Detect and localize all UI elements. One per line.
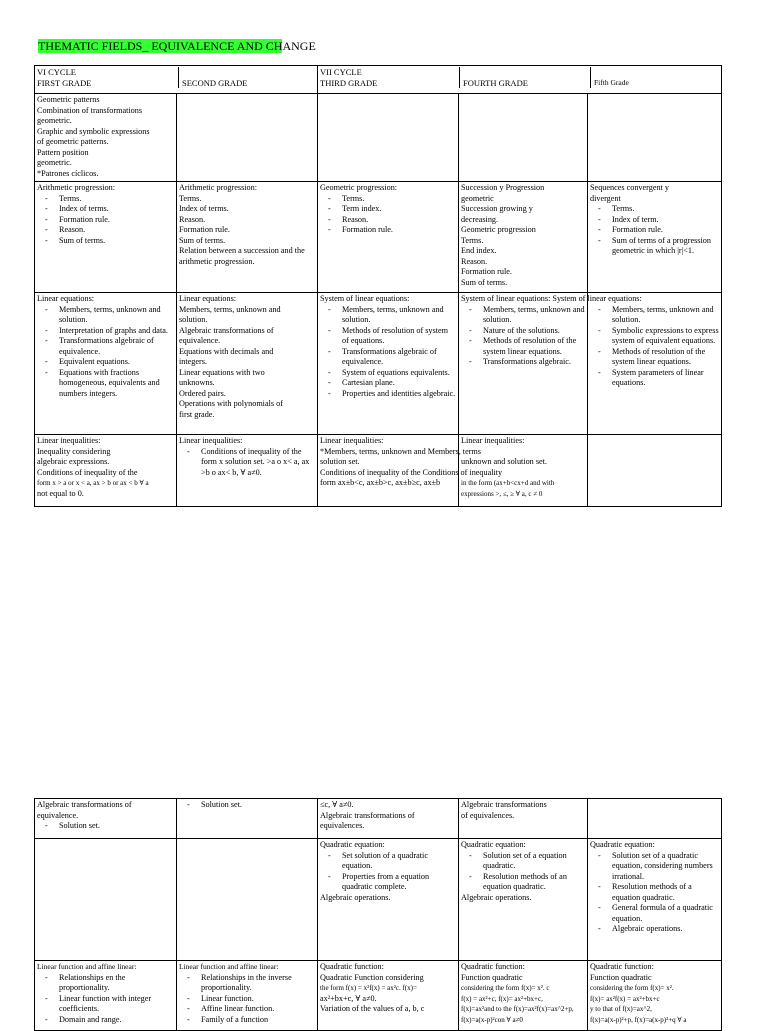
functions-grade4: Quadratic function: Function quadratic considering the form f(x)= x². c f(x) = ax²+c, f(x)= ax²+bx+c, f(x)=ax²and to the f(x)=ax²f(x)=ax^2+p, f(x)=a(x-p)²con ∀ a≠0: [459, 961, 588, 1031]
equations-grade2: Linear equations: Members, terms, unknown and solution. Algebraic transformations of equivalence. Equations with decimals and integers. Linear equations with two unknowns. Ordered pairs. Operations with polynomials of first grade.: [177, 293, 318, 435]
progressions-grade4: Succession y Progression geometric Succession growing y decreasing. Geometric progression Terms. End index. Reason. Formation rule. Sum of terms.: [459, 182, 588, 293]
functions-grade1: Linear function and affine linear: - Relationships en the proportionality. - Linear function with integer coefficients. - Domain and range.: [35, 961, 177, 1031]
title-highlighted: THEMATIC FIELDS_ EQUIVALENCE AND CH: [38, 39, 283, 53]
patterns-grade4: [459, 94, 588, 182]
row-quadratic-equation: [35, 839, 722, 961]
row-progressions: [35, 182, 722, 293]
equations-grade5: - Members, terms, unknown and solution. - Symbolic expressions to express system of equivalent equations. - Methods of resolution of the system linear equations. - System parameters of linear equations.: [588, 293, 722, 435]
functions-grade3: Quadratic function: Quadratic Function considering the form f(x) = x²f(x) = ax²c. f(x)= ax²+bx+c, ∀ a≠0. Variation of the values of a, b, c: [318, 961, 459, 1031]
quadratic-eq-grade3: Quadratic equation: - Set solution of a quadratic equation. - Properties from a equation quadratic complete. Algebraic operations.: [318, 839, 459, 961]
patterns-grade2: [177, 94, 318, 182]
patterns-grade3: [318, 94, 459, 182]
progressions-grade5: Sequences convergent y divergent - Terms. - Index of term. - Formation rule. - Sum of terms of a progression geometric in which |r|<1.: [588, 182, 722, 293]
quadratic-eq-grade1: [35, 839, 177, 961]
grade4-label: FOURTH GRADE: [459, 67, 590, 89]
title-rest: ANGE: [282, 39, 316, 53]
grade5-label: Fifth Grade: [590, 67, 629, 89]
quadratic-eq-grade5: Quadratic equation: - Solution set of a quadratic equation, considering numbers irrational. - Resolution methods of a equation quadratic. - General formula of a quadratic equation. - Algebraic operations.: [588, 839, 722, 961]
functions-grade5: Quadratic function: Function quadratic considering the form f(x)= x². f(x)= ax²f(x) = ax²+bx+c y to that of f(x)=ax^2, f(x)=a(x-p)²+p, f(x)=a(x-p)²+q ∀ a: [588, 961, 722, 1031]
equations-grade1: Linear equations: - Members, terms, unknown and solution. - Interpretation of graphs and data. - Transformations algebraic of equivalence. - Equivalent equations. - Equations with fractions homogeneous, equivalents and numbers integers.: [35, 293, 177, 435]
progressions-grade3: Geometric progression: - Terms. - Term index. - Reason. - Formation rule.: [318, 182, 459, 293]
inequalities-grade3: Linear inequalities: *Members, terms, unknown and Members, terms solution set. Conditions of inequality of the Conditions of inequality form ax±b<c, ax±b>c, ax±b≥c, ax±b: [318, 435, 459, 507]
inequalities-grade2: Linear inequalities: - Conditions of inequality of the form x solution set. >a o x< a, ax >b o ax< b, ∀ a≠0.: [177, 435, 318, 507]
equations-grade4: System of linear equations: System of linear equations: - Members, terms, unknown and solution. - Nature of the solutions. - Methods of resolution of the system linear equations. - Transformations algebraic.: [459, 293, 588, 435]
quadratic-eq-grade2: [177, 839, 318, 961]
progressions-grade2: Arithmetic progression: Terms. Index of terms. Reason. Formation rule. Sum of terms. Relation between a succession and the arithmetic progression.: [177, 182, 318, 293]
header-row: [35, 66, 722, 94]
transformations-grade1: Algebraic transformations of equivalence. - Solution set.: [35, 799, 177, 839]
cycle7-header: VII CYCLE THIRD GRADE FOURTH GRADE Fifth Grade: [318, 66, 722, 94]
equations-grade3: System of linear equations: - Members, terms, unknown and solution. - Methods of resolution of system of equations. - Transformations algebraic of equivalence. - System of equations equivalents. - Cartesian plane. - Properties and identities algebraic.: [318, 293, 459, 435]
inequalities-grade1: Linear inequalities: Inequality considering algebraic expressions. Conditions of inequality of the form x > a or x < a, ax > b or ax < b ∀ a not equal to 0.: [35, 435, 177, 507]
row-equations: [35, 293, 722, 435]
row-inequalities: [35, 435, 722, 507]
functions-grade2: Linear function and affine linear: - Relationships in the inverse proportionality. - Linear function. - Affine linear function. - Family of a function: [177, 961, 318, 1031]
inequalities-grade5: [588, 435, 722, 507]
page-title: [38, 39, 316, 53]
inequalities-grade4: Linear inequalities: unknown and solution set. in the form (ax+b<cx+d and with expressions >, ≤, ≥ ∀ a, c ≠ 0: [459, 435, 588, 507]
grade1-label: FIRST GRADE: [37, 77, 92, 88]
curriculum-table-2: [34, 798, 722, 1031]
patterns-grade1: Geometric patterns Combination of transformations geometric. Graphic and symbolic expressions of geometric patterns. Pattern position geometric. *Patrones cíclicos.: [35, 94, 177, 182]
quadratic-eq-grade4: Quadratic equation: - Solution set of a equation quadratic. - Resolution methods of an equation quadratic. Algebraic operations.: [459, 839, 588, 961]
row-patterns: [35, 94, 722, 182]
transformations-grade3: ≤c, ∀ a≠0. Algebraic transformations of equivalences.: [318, 799, 459, 839]
cycle6-header: VI CYCLE FIRST GRADE SECOND GRADE: [35, 66, 318, 94]
transformations-grade5: [588, 799, 722, 839]
transformations-grade4: Algebraic transformations of equivalences.: [459, 799, 588, 839]
patterns-grade5: [588, 94, 722, 182]
grade3-label: THIRD GRADE: [320, 77, 378, 88]
grade2-label: SECOND GRADE: [178, 67, 247, 89]
transformations-grade2: - Solution set.: [177, 799, 318, 839]
row-transformations: [35, 799, 722, 839]
progressions-grade1: Arithmetic progression: - Terms. - Index of terms. - Formation rule. - Reason. - Sum of terms.: [35, 182, 177, 293]
curriculum-table-1: [34, 65, 722, 507]
row-functions: [35, 961, 722, 1031]
